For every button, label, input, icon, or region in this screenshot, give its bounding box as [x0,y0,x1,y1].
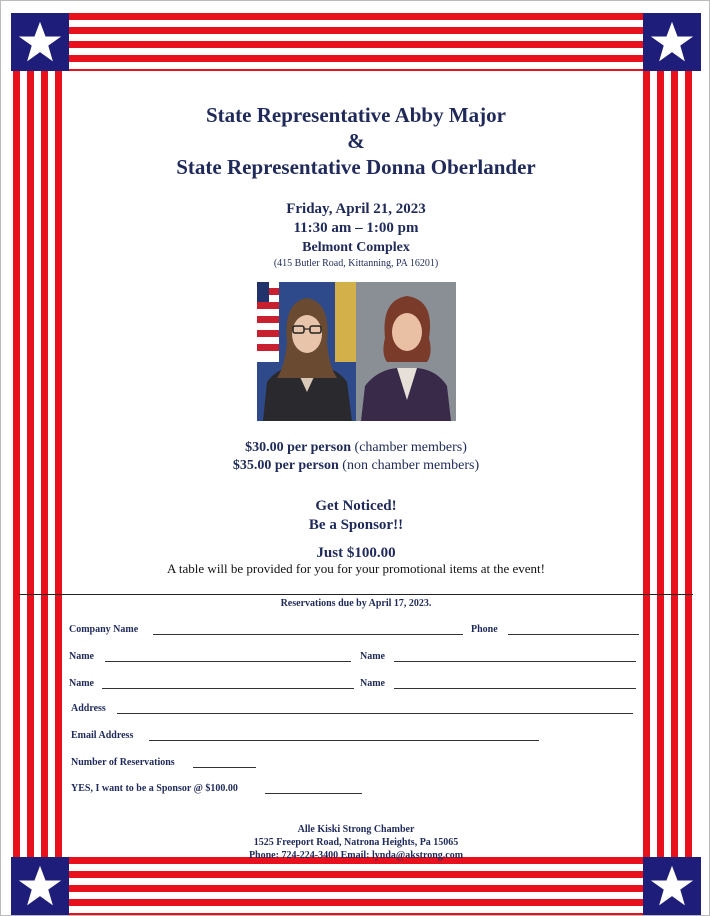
company-name-label: Company Name [69,624,139,635]
email-label: Email Address [71,730,134,741]
sponsor-signup-field[interactable] [265,793,362,794]
chamber-street: 1525 Freeport Road, Natrona Heights, Pa 15065 [253,837,459,848]
nonmember-note: (non chamber members) [342,458,480,473]
star-icon [11,13,69,71]
sponsor-description: A table will be provided for you for your promotional items at the event! [167,561,545,576]
name-label-4: Name [360,678,385,689]
event-time: 11:30 am – 1:00 pm [293,220,419,236]
email-field[interactable] [149,740,539,741]
star-icon [11,857,69,915]
sponsor-price: Just $100.00 [316,545,396,561]
sponsor-signup-label: YES, I want to be a Sponsor @ $100.00 [71,783,238,794]
title-line-1: State Representative Abby Major [206,103,506,127]
top-stripe-border [69,13,643,71]
bottom-stripe-border [69,857,643,915]
star-icon [643,13,701,71]
name-field-2[interactable] [394,661,636,662]
right-stripe-border [643,71,699,857]
nonmember-price: $35.00 per person [232,458,339,473]
name-label-2: Name [360,651,385,662]
event-details [69,200,643,270]
company-name-field[interactable] [153,634,463,635]
phone-field[interactable] [508,634,639,635]
title-ampersand: & [347,129,365,153]
name-label-3: Name [69,678,94,689]
member-note: (chamber members) [354,440,467,455]
address-field[interactable] [117,713,633,714]
pricing-section [69,439,643,475]
nonmember-price-row [69,457,643,475]
name-field-1[interactable] [105,661,351,662]
reservation-deadline: Reservations due by April 17, 2023. [280,598,432,609]
reservations-field[interactable] [193,767,256,768]
name-label-1: Name [69,651,94,662]
reservations-label: Number of Reservations [71,757,175,768]
chamber-contact [69,823,643,862]
member-price-row [69,439,643,457]
sponsor-line-2: Be a Sponsor!! [308,517,404,533]
event-title [69,102,643,180]
name-field-3[interactable] [102,688,354,689]
event-address: (415 Butler Road, Kittanning, PA 16201) [273,258,439,269]
star-icon [643,857,701,915]
member-price: $30.00 per person [245,440,352,455]
left-stripe-border [13,71,69,857]
event-date: Friday, April 21, 2023 [286,201,426,217]
name-field-4[interactable] [394,688,636,689]
event-venue: Belmont Complex [302,240,410,255]
representatives-photo [257,282,456,421]
title-line-2: State Representative Donna Oberlander [176,155,536,179]
address-label: Address [71,703,106,714]
sponsor-line-1: Get Noticed! [315,498,397,514]
chamber-phone-email: Phone: 724-224-3400 Email: lynda@akstrong.com [248,850,464,861]
phone-label: Phone [471,624,498,635]
divider [19,594,693,595]
chamber-name: Alle Kiski Strong Chamber [297,824,415,835]
sponsor-callout [69,497,643,535]
